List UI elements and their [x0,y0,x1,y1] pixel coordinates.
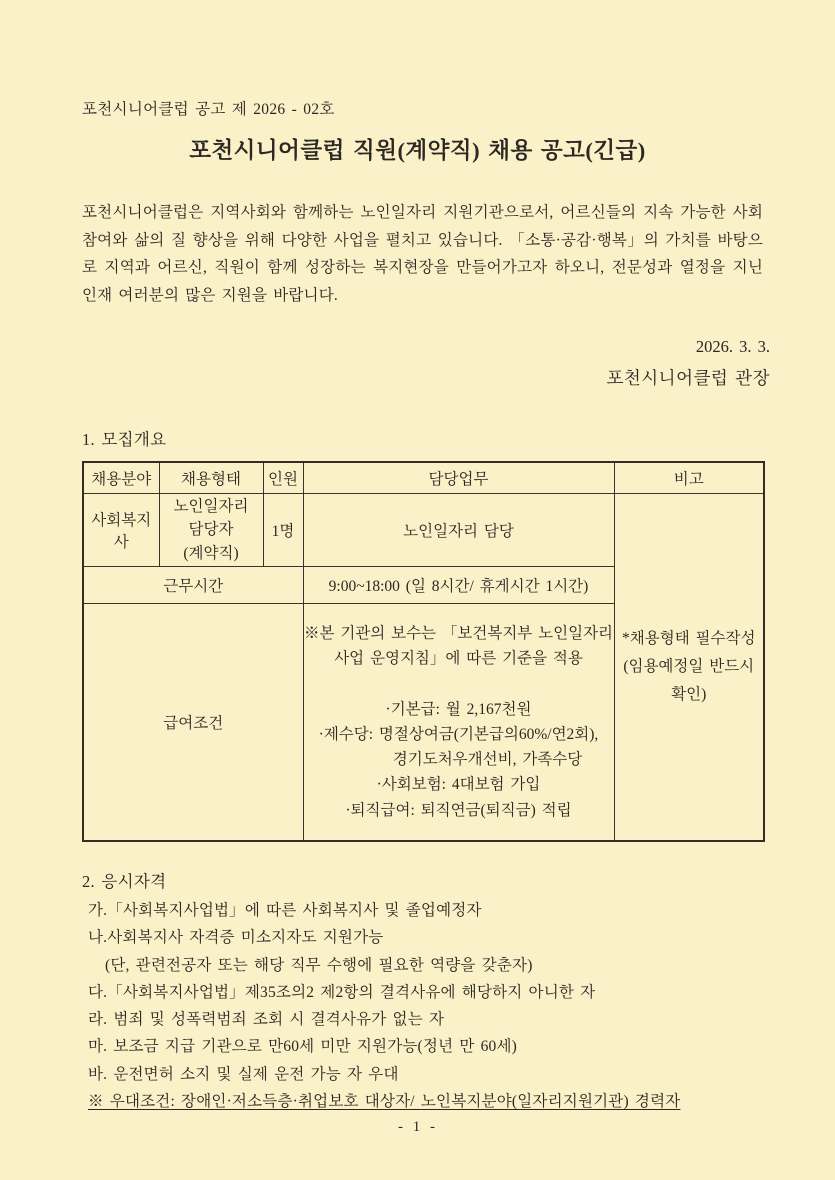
issue-date: 2026. 3. 3. [695,337,770,356]
cell-duty: 노인일자리 담당 [303,494,614,567]
header-duty: 담당업무 [303,462,614,494]
qualification-preference-note: ※ 우대조건: 장애인·저소득층·취업보호 대상자/ 노인복지분야(일자리지원기관) 경력자 [88,1093,681,1111]
salary-item: ·기본급: 월 2,167천원 [385,700,532,718]
salary-item: ·제수당: 명절상여금(기본급의60%/연2회), [318,725,599,743]
qualification-item: 마. 보조금 지급 기관으로 만60세 미만 지원가능(정년 만 60세) [88,1038,518,1056]
doc-number: 포천시니어클럽 공고 제 2026 - 02호 [82,101,335,118]
issuer-name: 포천시니어클럽 관장 [606,368,770,388]
cell-count: 1명 [263,494,303,567]
cell-remark [614,494,764,842]
employment-type-line: 노인일자리 [173,497,249,515]
employment-type-line: 담당자 [188,521,234,539]
header-field: 채용분야 [83,462,159,494]
salary-item: ·사회보험: 4대보험 가입 [376,776,541,794]
cell-salary-label: 급여조건 [83,604,303,842]
cell-hours-value: 9:00~18:00 (일 8시간/ 휴게시간 1시간) [303,567,614,604]
qualification-item-note: (단, 관련전공자 또는 해당 직무 수행에 필요한 역량을 갖춘자) [105,956,533,974]
remark-line: 확인) [671,686,707,703]
salary-note: ※본 기관의 보수는 「보건복지부 노인일자리사업 운영지침」에 따른 기준을 적용 [303,624,614,668]
salary-item-continuation: 경기도처우개선비, 가족수당 [392,751,583,769]
recruitment-overview-table [82,461,765,842]
qualification-item: 다.「사회복지사업법」제35조의2 제2항의 결격사유에 해당하지 아니한 자 [88,983,596,1001]
cell-field: 사회복지사 [83,494,159,567]
qualification-item: 나.사회복지사 자격증 미소지자도 지원가능 [88,929,384,947]
section-2-heading: 2. 응시자격 [82,872,167,891]
document-title: 포천시니어클럽 직원(계약직) 채용 공고(긴급) [189,138,646,163]
salary-item: ·퇴직급여: 퇴직연금(퇴직금) 적립 [345,801,572,819]
table-row-recruit [83,494,764,567]
header-type: 채용형태 [159,462,263,494]
qualification-list [88,897,788,1115]
qualification-item: 라. 범죄 및 성폭력범죄 조회 시 결격사유가 없는 자 [88,1011,445,1029]
table-header-row [83,462,764,494]
remark-line: (임용예정일 반드시 [623,658,755,675]
qualification-item: 바. 운전면허 소지 및 실제 운전 가능 자 우대 [88,1065,399,1083]
intro-paragraph: 포천시니어클럽은 지역사회와 함께하는 노인일자리 지원기관으로서, 어르신들의 지속 가능한 사회참여와 삶의 질 향상을 위해 다양한 사업을 펼치고 있습니다. 「소통·공감·행복」의 가치를 바탕으로 지역과 어르신, 직원이 함께 성장하는 복지현장을 만들어가고자 하오니, 전문성과 열정을 지닌 인재 여러분의 많은 지원을 바랍니다. [82,204,763,304]
cell-salary-details [303,604,614,842]
header-count: 인원 [263,462,303,494]
header-remark: 비고 [614,462,764,494]
employment-type-line: (계약직) [183,544,239,562]
cell-employment-type [159,494,263,567]
page-number: - 1 - [398,1119,437,1135]
section-1-heading: 1. 모집개요 [82,430,167,449]
remark-line: *채용형태 필수작성 [622,630,756,647]
cell-hours-label: 근무시간 [83,567,303,604]
qualification-item: 가.「사회복지사업법」에 따른 사회복지사 및 졸업예정자 [88,902,482,919]
